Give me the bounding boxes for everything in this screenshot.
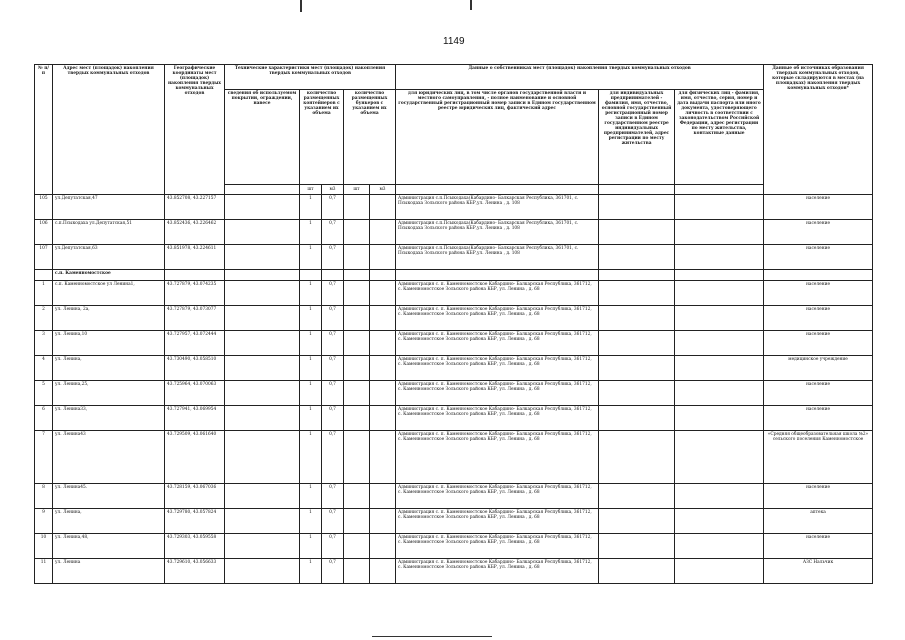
row-source: «Средняя общеобразовательная школа №2» сельского поселения Каменномостское (764, 431, 873, 484)
row-owner-legal: Администрация с.п.Псыкодаха(Кабардино- Балкарская Республика, 361701, с. Псыкодаха Зольского района КБР,ул. Ленина , д. 108 (396, 220, 599, 245)
row-num: 107 (35, 245, 53, 270)
row-container-volume: 0,7 (322, 306, 344, 331)
row-address: с.п. Каменномостское ул Ленина1, (53, 281, 165, 306)
row-source: аптека (764, 509, 873, 534)
unit-pcs: шт (300, 185, 322, 195)
row-owner-person (675, 509, 764, 534)
section-label: с.п. Каменномостское (53, 270, 165, 281)
row-owner-legal: Администрация с.п.Псыкодаха(Кабардино- Балкарская Республика, 361701, с. Псыкодаха Зольского района КБР,ул. Ленина , д. 108 (396, 195, 599, 220)
row-address: ул. Ленина45. (53, 484, 165, 509)
row-owner-person (675, 245, 764, 270)
row-bunker-qty (344, 220, 370, 245)
header-owner-person: для физических лиц - фамилия, имя, отчество, серия, номер и дата выдачи паспорта или иного документа, удостоверяющего личность в соответствии с законодательством Российской Федерации, адрес регистрации по месту жительства, контактные данные (675, 90, 764, 185)
row-owner-ip (599, 356, 675, 381)
row-owner-legal: Администрация с. п. Каменномостское Кабардино- Балкарская Республика, 361712, с. Каменномостское Зольского района КБР, ул. Ленина , д. 68 (396, 509, 599, 534)
table-row (35, 195, 873, 220)
table-row (35, 220, 873, 245)
row-owner-ip (599, 509, 675, 534)
row-bunker-volume (370, 381, 396, 406)
row-owner-person (675, 356, 764, 381)
row-owner-ip (599, 406, 675, 431)
row-coordinates: 43.727957, 43.072444 (165, 331, 225, 356)
unit-cell (599, 185, 675, 195)
row-container-qty: 1 (300, 509, 322, 534)
row-container-qty: 1 (300, 381, 322, 406)
row-bunker-volume (370, 534, 396, 559)
row-owner-ip (599, 534, 675, 559)
row-container-volume: 0,7 (322, 245, 344, 270)
row-num: 105 (35, 195, 53, 220)
row-coordinates: 43.727879, 43.073077 (165, 306, 225, 331)
row-address: ул. Ленина,10 (53, 331, 165, 356)
unit-m3: м3 (370, 185, 396, 195)
row-surface (225, 406, 300, 431)
row-surface (225, 509, 300, 534)
header-coordinates: Географические координаты мест (площадок) накопления твердых коммунальных отходов (165, 65, 225, 195)
table-header-row (35, 65, 873, 90)
row-coordinates: 43.727941, 43.069954 (165, 406, 225, 431)
row-container-qty: 1 (300, 195, 322, 220)
row-bunker-qty (344, 356, 370, 381)
row-bunker-qty (344, 431, 370, 484)
row-bunker-qty (344, 245, 370, 270)
row-surface (225, 559, 300, 584)
table-row (35, 356, 873, 381)
row-owner-person (675, 431, 764, 484)
row-coordinates: 43.729509, 43.061640 (165, 431, 225, 484)
row-owner-legal: Администрация с. п. Каменномостское Кабардино- Балкарская Республика, 361712, с. Каменномостское Зольского района КБР, ул. Ленина , д. 68 (396, 431, 599, 484)
row-source: население (764, 484, 873, 509)
row-coordinates: 43.729303, 43.059558 (165, 534, 225, 559)
row-bunker-volume (370, 331, 396, 356)
row-surface (225, 220, 300, 245)
row-source: население (764, 534, 873, 559)
row-coordinates: 43.730490, 43.058510 (165, 356, 225, 381)
row-num: 106 (35, 220, 53, 245)
row-address: ул. Ленина, 2а, (53, 306, 165, 331)
header-owners: Данные о собственниках мест (площадок) накопления твердых коммунальных отходов (396, 65, 764, 90)
row-coordinates: 43.729610, 43.056633 (165, 559, 225, 584)
row-owner-ip (599, 195, 675, 220)
table-row (35, 406, 873, 431)
row-owner-person (675, 406, 764, 431)
row-address: с.п.Псыкодаха ул.Депутатская,51 (53, 220, 165, 245)
section-cell (322, 270, 344, 281)
row-coordinates: 43.852436, 43.226462 (165, 220, 225, 245)
row-owner-person (675, 559, 764, 584)
row-surface (225, 381, 300, 406)
row-num: 5 (35, 381, 53, 406)
row-surface (225, 331, 300, 356)
section-cell (300, 270, 322, 281)
row-bunker-qty (344, 484, 370, 509)
row-owner-legal: Администрация с. п. Каменномостское Кабардино- Балкарская Республика, 361712, с. Каменномостское Зольского района КБР, ул. Ленина , д. 68 (396, 534, 599, 559)
row-bunker-volume (370, 484, 396, 509)
row-num: 8 (35, 484, 53, 509)
row-address: ул. Ленина33, (53, 406, 165, 431)
row-coordinates: 43.728159, 43.067036 (165, 484, 225, 509)
table-row (35, 245, 873, 270)
row-address: ул. Ленина43 (53, 431, 165, 484)
row-bunker-volume (370, 281, 396, 306)
row-bunker-volume (370, 559, 396, 584)
unit-m3: м3 (322, 185, 344, 195)
row-surface (225, 431, 300, 484)
header-bunkers: количество размещенных бункеров с указанием их объема (344, 90, 396, 185)
unit-pcs: шт (344, 185, 370, 195)
row-bunker-qty (344, 559, 370, 584)
row-container-volume: 0,7 (322, 381, 344, 406)
row-address: ул. Ленина,25, (53, 381, 165, 406)
row-container-volume: 0,7 (322, 509, 344, 534)
row-num: 11 (35, 559, 53, 584)
table-row (35, 381, 873, 406)
table-body (35, 195, 873, 584)
row-container-qty: 1 (300, 431, 322, 484)
row-source: медицинское учреждение (764, 356, 873, 381)
row-address: ул.Депутатская,63 (53, 245, 165, 270)
row-container-qty: 1 (300, 245, 322, 270)
row-num: 10 (35, 534, 53, 559)
row-owner-ip (599, 484, 675, 509)
unit-cell (396, 185, 599, 195)
row-bunker-volume (370, 431, 396, 484)
row-container-volume: 0,7 (322, 331, 344, 356)
row-container-volume: 0,7 (322, 534, 344, 559)
row-bunker-qty (344, 534, 370, 559)
row-owner-legal: Администрация с. п. Каменномостское Кабардино- Балкарская Республика, 361712, с. Каменномостское Зольского района КБР, ул. Ленина , д. 68 (396, 331, 599, 356)
row-bunker-qty (344, 381, 370, 406)
row-owner-person (675, 281, 764, 306)
scan-edge-line-top (470, 0, 472, 10)
section-cell (599, 270, 675, 281)
row-container-qty: 1 (300, 331, 322, 356)
row-owner-legal: Администрация с. п. Каменномостское Кабардино- Балкарская Республика, 361712, с. Каменномостское Зольского района КБР, ул. Ленина , д. 68 (396, 306, 599, 331)
section-cell (35, 270, 53, 281)
row-owner-ip (599, 306, 675, 331)
row-coordinates: 43.725964, 43.070063 (165, 381, 225, 406)
row-owner-ip (599, 220, 675, 245)
row-source: АЗС Нальчик (764, 559, 873, 584)
row-address: ул.Депутатская,47 (53, 195, 165, 220)
row-bunker-volume (370, 195, 396, 220)
row-coordinates: 43.851978, 43.224611 (165, 245, 225, 270)
table-row (35, 559, 873, 584)
section-cell (764, 270, 873, 281)
table-row (35, 331, 873, 356)
row-num: 9 (35, 509, 53, 534)
row-source: население (764, 331, 873, 356)
row-surface (225, 245, 300, 270)
row-surface (225, 484, 300, 509)
row-num: 1 (35, 281, 53, 306)
section-cell (370, 270, 396, 281)
row-container-volume: 0,7 (322, 356, 344, 381)
row-coordinates: 43.729780, 43.057824 (165, 509, 225, 534)
row-container-volume: 0,7 (322, 220, 344, 245)
row-owner-ip (599, 559, 675, 584)
row-owner-person (675, 220, 764, 245)
row-source: население (764, 245, 873, 270)
row-source: население (764, 195, 873, 220)
row-container-qty: 1 (300, 356, 322, 381)
row-address: ул. Ленина, (53, 509, 165, 534)
row-owner-person (675, 306, 764, 331)
row-surface (225, 534, 300, 559)
row-num: 4 (35, 356, 53, 381)
section-cell (396, 270, 599, 281)
row-container-qty: 1 (300, 406, 322, 431)
table-row (35, 509, 873, 534)
unit-cell (225, 185, 300, 195)
header-sources: Данные об источниках образования твердых коммунальных отходов, которые складируются в местах (на площадках) накопления твердых коммунальных отходов* (764, 65, 873, 195)
row-surface (225, 356, 300, 381)
row-container-qty: 1 (300, 559, 322, 584)
row-address: ул. Ленина, (53, 356, 165, 381)
row-container-volume: 0,7 (322, 281, 344, 306)
row-container-qty: 1 (300, 220, 322, 245)
row-surface (225, 306, 300, 331)
row-address: ул. Ленина (53, 559, 165, 584)
row-address: ул. Ленина,48, (53, 534, 165, 559)
table-row (35, 534, 873, 559)
registry-table (34, 64, 873, 584)
row-num: 2 (35, 306, 53, 331)
row-owner-ip (599, 431, 675, 484)
row-bunker-volume (370, 406, 396, 431)
row-container-qty: 1 (300, 534, 322, 559)
row-container-qty: 1 (300, 484, 322, 509)
header-containers: количество размещенных контейнеров с указанием их объема (300, 90, 344, 185)
row-source: население (764, 281, 873, 306)
row-coordinates: 43.727879, 43.074235 (165, 281, 225, 306)
row-owner-ip (599, 281, 675, 306)
row-num: 7 (35, 431, 53, 484)
header-owner-ip: для индивидуальных предпринимателей - фамилия, имя, отчество, основной государственный регистрационный номер записи в Едином государственном реестре индивидуальных предпринимателей, адрес регистрации по месту жительства (599, 90, 675, 185)
row-owner-ip (599, 331, 675, 356)
row-bunker-qty (344, 509, 370, 534)
row-num: 3 (35, 331, 53, 356)
scan-edge-line-bottom (372, 636, 492, 637)
row-owner-person (675, 534, 764, 559)
page-number: 1149 (443, 36, 465, 47)
row-surface (225, 281, 300, 306)
row-coordinates: 43.852708, 43.227157 (165, 195, 225, 220)
row-owner-legal: Администрация с. п. Каменномостское Кабардино- Балкарская Республика, 361712, с. Каменномостское Зольского района КБР, ул. Ленина , д. 68 (396, 406, 599, 431)
row-owner-legal: Администрация с. п. Каменномостское Кабардино- Балкарская Республика, 361712, с. Каменномостское Зольского района КБР, ул. Ленина , д. 68 (396, 356, 599, 381)
row-bunker-qty (344, 331, 370, 356)
row-source: население (764, 381, 873, 406)
header-address: Адрес мест (площадок) накопления твердых коммунальных отходов (53, 65, 165, 195)
row-bunker-volume (370, 220, 396, 245)
row-source: население (764, 306, 873, 331)
table-row (35, 431, 873, 484)
row-owner-legal: Администрация с.п.Псыкодаха(Кабардино- Балкарская Республика, 361701, с. Псыкодаха Зольского района КБР,ул. Ленина , д. 108 (396, 245, 599, 270)
row-container-volume: 0,7 (322, 559, 344, 584)
row-bunker-qty (344, 281, 370, 306)
section-cell (344, 270, 370, 281)
row-owner-legal: Администрация с. п. Каменномостское Кабардино- Балкарская Республика, 361712, с. Каменномостское Зольского района КБР, ул. Ленина , д. 68 (396, 559, 599, 584)
row-bunker-volume (370, 356, 396, 381)
row-container-volume: 0,7 (322, 406, 344, 431)
header-technical: Технические характеристики мест (площадок) накопления твердых коммунальных отходов (225, 65, 396, 90)
row-owner-person (675, 381, 764, 406)
section-cell (225, 270, 300, 281)
row-container-qty: 1 (300, 306, 322, 331)
row-bunker-qty (344, 306, 370, 331)
row-owner-person (675, 484, 764, 509)
section-cell (165, 270, 225, 281)
header-owner-legal: для юридических лиц, в том числе органов государственной власти и местного самоуправления, - полное наименование и основной государственный регистрационный номер записи в Едином государственном реестре юридических лиц, фактический адрес (396, 90, 599, 185)
row-owner-legal: Администрация с. п. Каменномостское Кабардино- Балкарская Республика, 361712, с. Каменномостское Зольского района КБР, ул. Ленина , д. 68 (396, 281, 599, 306)
row-container-volume: 0,7 (322, 195, 344, 220)
row-owner-legal: Администрация с. п. Каменномостское Кабардино- Балкарская Республика, 361712, с. Каменномостское Зольского района КБР, ул. Ленина , д. 68 (396, 484, 599, 509)
row-owner-ip (599, 381, 675, 406)
row-bunker-volume (370, 245, 396, 270)
row-container-qty: 1 (300, 281, 322, 306)
table-row (35, 484, 873, 509)
row-owner-legal: Администрация с. п. Каменномостское Кабардино- Балкарская Республика, 361712, с. Каменномостское Зольского района КБР, ул. Ленина , д. 68 (396, 381, 599, 406)
row-bunker-volume (370, 509, 396, 534)
row-source: население (764, 220, 873, 245)
table-row (35, 306, 873, 331)
section-cell (675, 270, 764, 281)
row-bunker-volume (370, 306, 396, 331)
header-surface: сведения об используемом покрытии, ограждении, навесе (225, 90, 300, 185)
row-num: 6 (35, 406, 53, 431)
table-row (35, 281, 873, 306)
scan-edge-line-top (300, 0, 302, 12)
unit-cell (675, 185, 764, 195)
header-num: № п/п (35, 65, 53, 195)
section-row (35, 270, 873, 281)
row-container-volume: 0,7 (322, 431, 344, 484)
row-owner-person (675, 195, 764, 220)
row-container-volume: 0,7 (322, 484, 344, 509)
row-owner-ip (599, 245, 675, 270)
row-owner-person (675, 331, 764, 356)
row-source: население (764, 406, 873, 431)
row-bunker-qty (344, 406, 370, 431)
row-surface (225, 195, 300, 220)
row-bunker-qty (344, 195, 370, 220)
